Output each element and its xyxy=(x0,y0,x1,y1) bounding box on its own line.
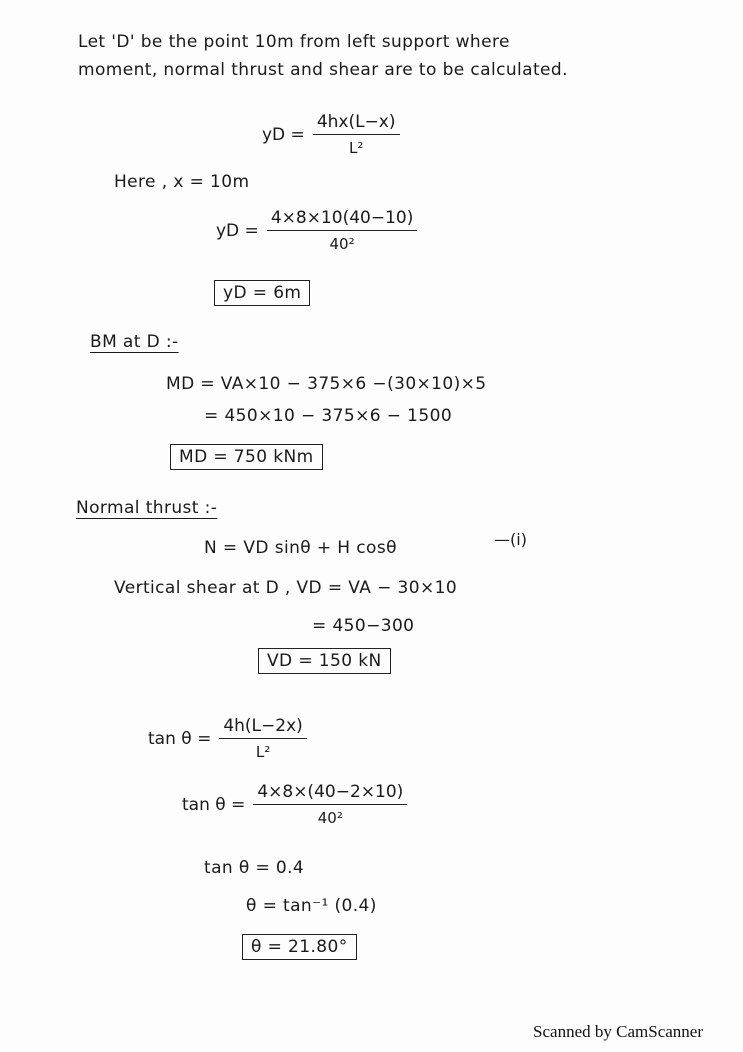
camscanner-watermark: Scanned by CamScanner xyxy=(533,1022,703,1041)
inverse-tan: θ = tan⁻¹ (0.4) xyxy=(246,896,377,916)
rise-formula-lhs: yD = xyxy=(262,124,305,145)
rise-formula-denominator: L² xyxy=(348,139,364,157)
here-statement: Here , x = 10m xyxy=(114,172,250,192)
bm-result: MD = 750 kNm xyxy=(170,444,323,470)
intro-line-1: Let 'D' be the point 10m from left support where xyxy=(78,32,510,52)
angle-substitution-lhs: tan θ = xyxy=(182,794,246,815)
tan-value: tan θ = 0.4 xyxy=(204,858,305,878)
vertical-shear-result: VD = 150 kN xyxy=(258,648,391,674)
vertical-shear-step: = 450−300 xyxy=(312,616,415,636)
angle-substitution xyxy=(182,782,407,827)
angle-formula-lhs: tan θ = xyxy=(148,728,212,749)
angle-formula xyxy=(148,716,307,761)
bm-step-2: = 450×10 − 375×6 − 1500 xyxy=(204,406,453,426)
angle-substitution-denominator: 40² xyxy=(317,809,343,827)
rise-formula-numerator: 4hx(L−x) xyxy=(313,112,400,135)
rise-substitution xyxy=(216,208,417,253)
angle-substitution-numerator: 4×8×(40−2×10) xyxy=(253,782,407,805)
rise-substitution-numerator: 4×8×10(40−10) xyxy=(267,208,418,231)
bm-step-1: MD = VA×10 − 375×6 −(30×10)×5 xyxy=(166,374,487,394)
rise-substitution-lhs: yD = xyxy=(216,220,259,241)
bm-heading: BM at D :- xyxy=(90,332,179,352)
normal-thrust-heading: Normal thrust :- xyxy=(76,498,218,518)
rise-formula xyxy=(262,112,400,157)
rise-substitution-denominator: 40² xyxy=(329,235,355,253)
angle-result: θ = 21.80° xyxy=(242,934,357,960)
intro-line-2: moment, normal thrust and shear are to be calculated. xyxy=(78,60,568,80)
equation-tag: —(i) xyxy=(494,530,527,549)
vertical-shear-equation: Vertical shear at D , VD = VA − 30×10 xyxy=(114,578,458,598)
normal-thrust-equation: N = VD sinθ + H cosθ xyxy=(204,538,397,558)
rise-result: yD = 6m xyxy=(214,280,310,306)
angle-formula-numerator: 4h(L−2x) xyxy=(219,716,306,739)
angle-formula-denominator: L² xyxy=(255,743,271,761)
